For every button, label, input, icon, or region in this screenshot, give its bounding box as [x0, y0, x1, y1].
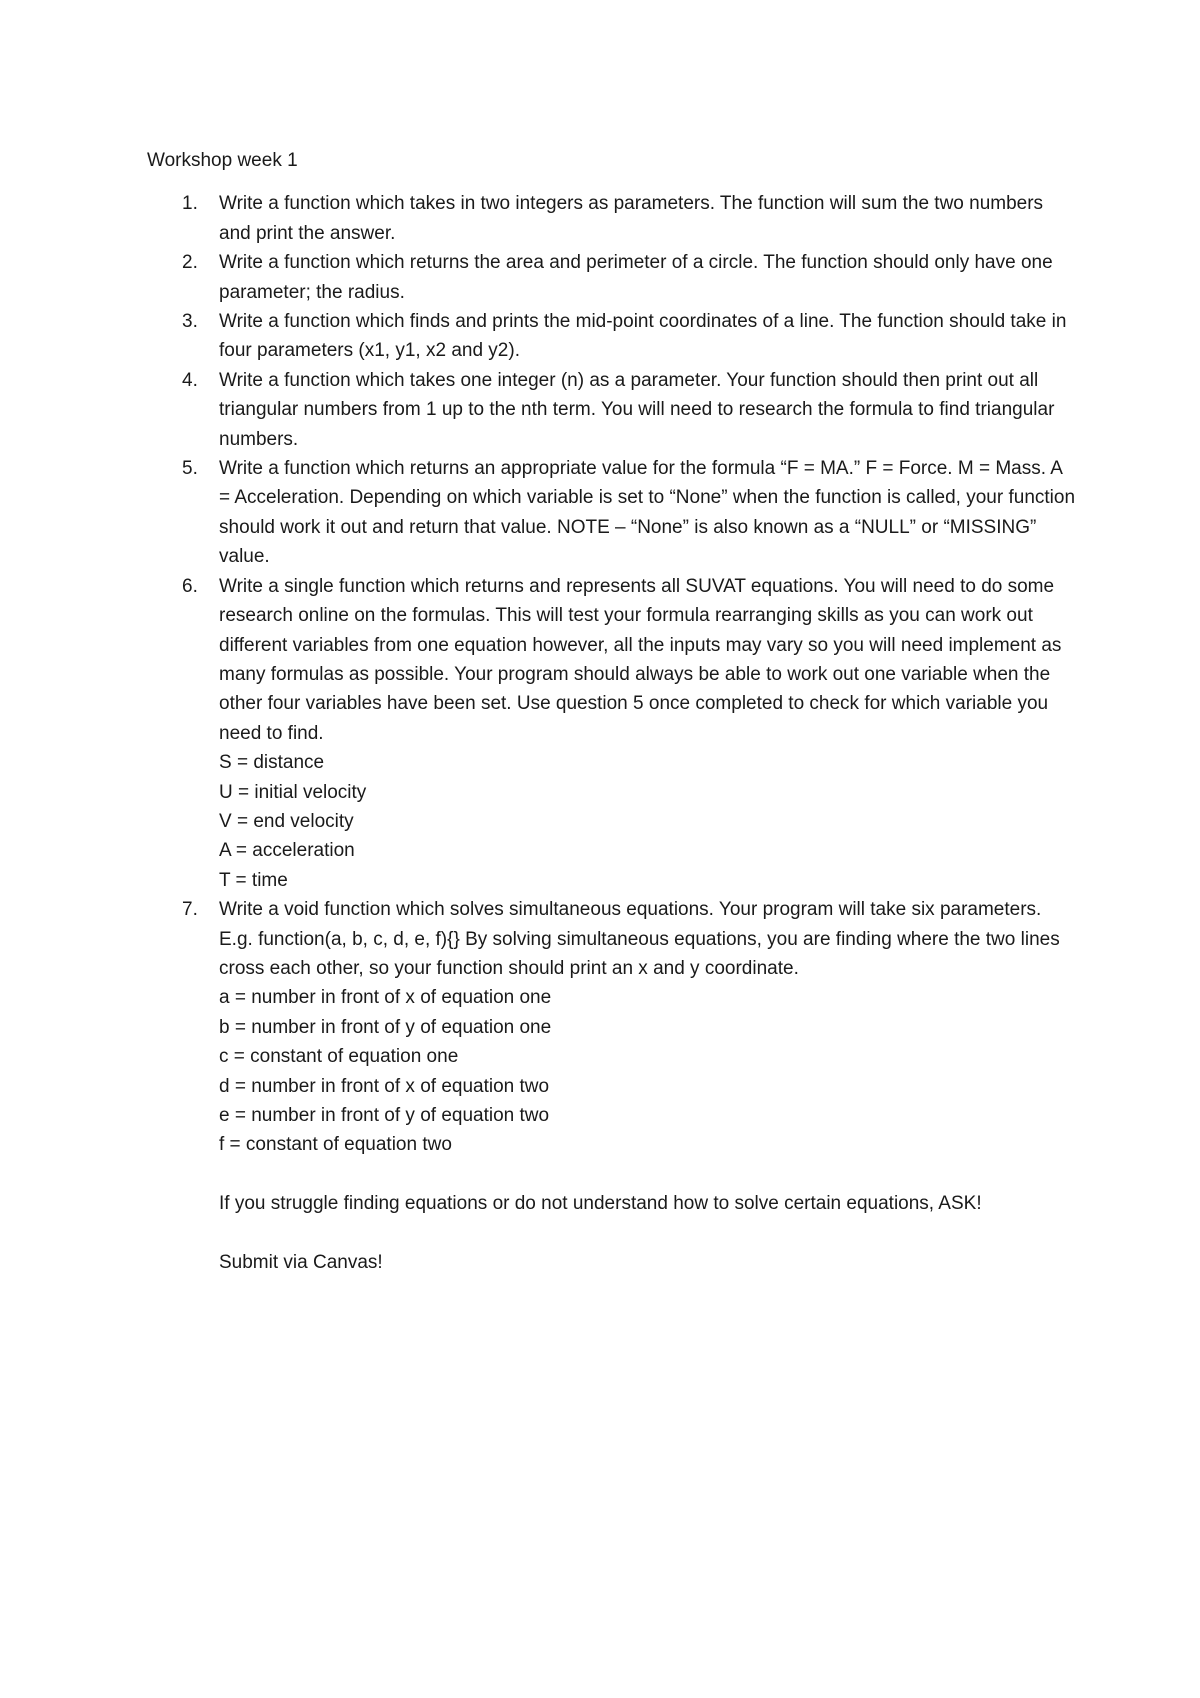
- variable-definition: c = constant of equation one: [219, 1046, 459, 1068]
- task-text: Write a function which returns an appropriate value for the formula “F = MA.” F = Force. M = Mass. A = Acceleration. Depending on which variable is set to “None” when the function is called, your function should work it out and return that value. NOTE – “None” is also known as a “NULL” or “MISSING” value.: [219, 458, 1076, 568]
- task-item: [147, 248, 1077, 307]
- variable-definition: d = number in front of x of equation two: [219, 1075, 550, 1097]
- closing-notes: [147, 1189, 1077, 1277]
- variable-definition: U = initial velocity: [219, 781, 367, 803]
- task-item: [147, 895, 1077, 1160]
- document-page: [147, 146, 1077, 1277]
- variable-definition: f = constant of equation two: [219, 1134, 452, 1156]
- variable-definition: T = time: [219, 869, 288, 891]
- variable-definition: a = number in front of x of equation one: [219, 987, 552, 1009]
- task-item: [147, 366, 1077, 454]
- task-number: 3.: [182, 311, 198, 333]
- task-item: [147, 454, 1077, 572]
- variable-definition: e = number in front of y of equation two: [219, 1105, 550, 1126]
- task-text: Write a single function which returns and represents all SUVAT equations. You will need to do some research online on the formulas. This will test your formula rearranging skills as you can work out different variables from one equation however, all the inputs may vary so you will need implement as many formulas as possible. Your program should always be able to work out one variable when the other four variables have been set. Use question 5 once completed to check for which variable you need to find.: [219, 575, 1062, 744]
- task-text: Write a function which returns the area and perimeter of a circle. The function should only have one parameter; the radius.: [219, 252, 1053, 303]
- help-note: If you struggle finding equations or do not understand how to solve certain equations, ASK!: [219, 1193, 982, 1215]
- task-list: [147, 189, 1077, 1159]
- task-item: [147, 572, 1077, 895]
- variable-definition: b = number in front of y of equation one: [219, 1016, 552, 1038]
- document-title: Workshop week 1: [147, 150, 298, 171]
- task-number: 1.: [182, 193, 198, 215]
- equation-variable-list: [219, 983, 1077, 1159]
- task-text: Write a void function which solves simultaneous equations. Your program will take six parameters. E.g. function(a, b, c, d, e, f){} By solving simultaneous equations, you are finding where the two lines cross each other, so your function should print an x and y coordinate.: [219, 899, 1060, 979]
- task-number: 7.: [182, 899, 198, 921]
- variable-definition: A = acceleration: [219, 840, 355, 862]
- task-number: 5.: [182, 458, 198, 480]
- variable-definition: S = distance: [219, 752, 325, 774]
- task-item: [147, 189, 1077, 248]
- task-number: 6.: [182, 575, 198, 597]
- variable-definition: V = end velocity: [219, 810, 354, 832]
- task-text: Write a function which takes in two integers as parameters. The function will sum the two numbers and print the answer.: [219, 193, 1044, 244]
- task-text: Write a function which takes one integer (n) as a parameter. Your function should then print out all triangular numbers from 1 up to the nth term. You will need to research the formula to find triangular numbers.: [219, 369, 1055, 450]
- task-number: 4.: [182, 369, 198, 391]
- task-item: [147, 307, 1077, 366]
- task-text: Write a function which finds and prints the mid-point coordinates of a line. The function should take in four parameters (x1, y1, x2 and y2).: [219, 311, 1067, 362]
- task-number: 2.: [182, 252, 198, 274]
- submit-note: Submit via Canvas!: [219, 1252, 383, 1273]
- suvat-variable-list: [219, 748, 1077, 895]
